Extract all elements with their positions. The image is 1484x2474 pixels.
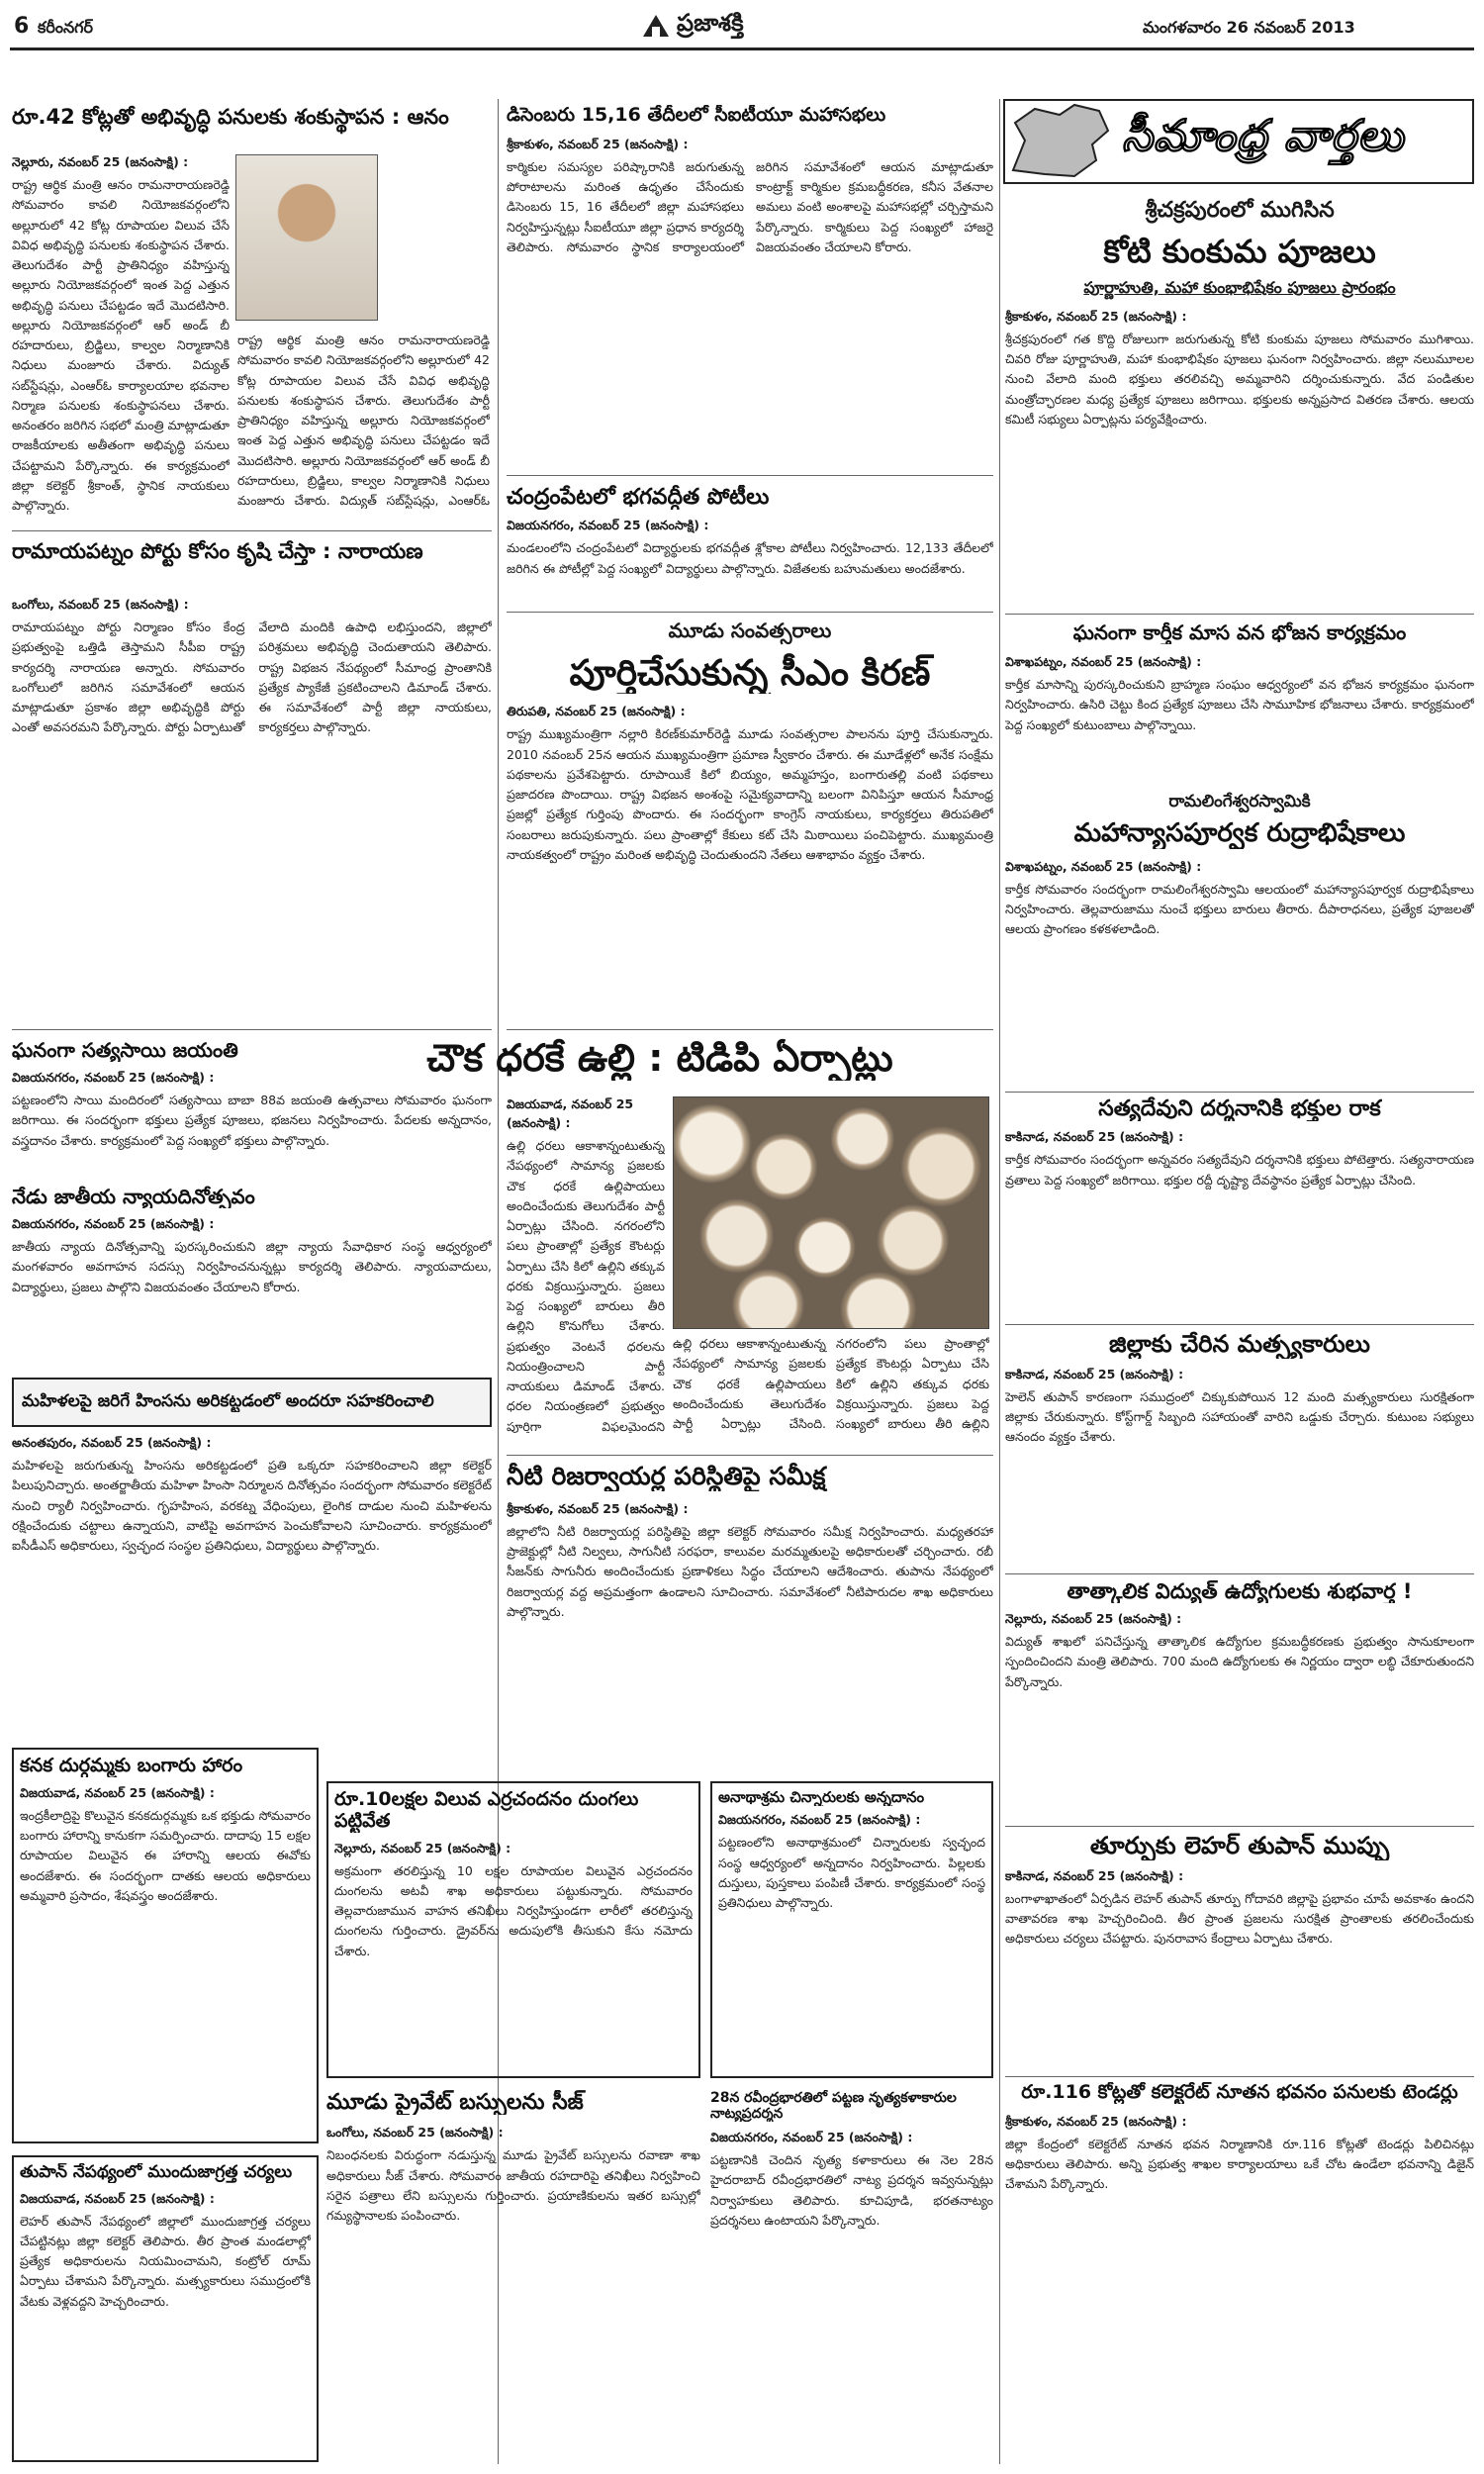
article-body: కార్తీక సోమవారం సందర్భంగా అన్నవరం సత్యదేవుని దర్శనానికి భక్తులు పోటెత్తారు. సత్యనారాయణ వ్రతాలు పెద్ద సంఖ్యలో జరిగాయి. భక్తుల రద్దీ దృష్ట్యా దేవస్థానం ప్రత్యేక ఏర్పాట్లు చేసింది. [1005, 1152, 1474, 1188]
state-map-icon [1005, 101, 1114, 182]
article-cm-kiran [507, 618, 993, 1019]
article-citu [507, 105, 993, 501]
article-power-employees [1005, 1579, 1474, 1817]
article-dateline: శ్రీకాకుళం, నవంబర్ 25 (జనంసాక్షి) : [1005, 308, 1187, 324]
article-body: మహిళలపై జరుగుతున్న హింసను అరికట్టడంలో ప్రతి ఒక్కరూ సహకరించాలని జిల్లా కలెక్టర్ పిలుపునిచ్చారు. అంతర్జాతీయ మహిళా హింసా నిర్మూలన దినోత్సవం సందర్భంగా సోమవారం కలెక్టరేట్ నుంచి ర్యాలీ నిర్వహించారు. గృహహింస, వరకట్న వేధింపులు, లైంగిక దాడుల నుంచి మహిళలను రక్షించేందుకు చట్టాలు ఉన్నాయని, వాటిపై అవగాహన పెంచుకోవాలని సూచించారు. కార్యక్రమంలో ఐసీడీఎస్ అధికారులు, స్వచ్ఛంద సంస్థల ప్రతినిధులు, విద్యార్థులు పాల్గొన్నారు. [12, 1458, 492, 1553]
section-banner-title: సీమాంధ్ర వార్తలు [1122, 111, 1405, 161]
article-body: పట్టణంలోని అనాథాశ్రమంలో చిన్నారులకు స్వచ్ఛంద సంస్థ ఆధ్వర్యంలో అన్నదానం నిర్వహించారు. పిల్లలకు దుస్తులు, పుస్తకాలు పంపిణీ చేశారు. కార్యక్రమంలో సంస్థ ప్రతినిధులు పాల్గొన్నారు. [718, 1835, 985, 1910]
article-headline: డిసెంబరు 15,16 తేదీలలో సీఐటీయూ మహాసభలు [507, 105, 886, 126]
article-dateline: విశాఖపట్నం, నవంబర్ 25 (జనంసాక్షి) : [1005, 858, 1202, 874]
article-port [12, 539, 492, 1004]
article-headline: కనక దుర్గమ్మకు బంగారు హారం [20, 1756, 243, 1776]
article-kumkuma [1005, 198, 1474, 614]
article-dance [710, 2090, 993, 2466]
article-body: రాష్ట్ర ముఖ్యమంత్రిగా నల్లారి కిరణ్‌కుమార్‌రెడ్డి మూడు సంవత్సరాల పాలనను పూర్తి చేసుకున్నారు. 2010 నవంబర్ 25న ఆయన ముఖ్యమంత్రిగా ప్రమాణ స్వీకారం చేశారు. ఈ మూడేళ్లలో అనేక సంక్షేమ పథకాలను ప్రవేశపెట్టారు. రూపాయికే కిలో బియ్యం, అమ్మహస్తం, బంగారుతల్లి వంటి పథకాలు ప్రజాదరణ పొందాయి. రాష్ట్ర విభజన అంశంపై సమైక్యవాదాన్ని బలంగా వినిపిస్తూ ఆయన సీమాంధ్ర ప్రజల్లో ప్రత్యేక గుర్తింపు పొందారు. ఈ సందర్భంగా కాంగ్రెస్ నాయకులు, కార్యకర్తలు తిరుపతిలో సంబరాలు జరుపుకున్నారు. పలు ప్రాంతాల్లో కేకులు కట్ చేసి మిఠాయిలు పంచిపెట్టారు. ముఖ్యమంత్రి నాయకత్వంలో రాష్ట్రం మరింత అభివృద్ధి చెందుతుందని నేతలు ఆశాభావం వ్యక్తం చేశారు. [507, 726, 993, 862]
article-orphanage [710, 1781, 993, 2078]
article-onion [326, 1037, 993, 1453]
article-headline: నీటి రిజర్వాయర్ల పరిస్థితిపై సమీక్ష [507, 1463, 826, 1490]
article-dateline: విజయనగరం, నవంబర్ 25 (జనంసాక్షి) : [507, 518, 709, 533]
article-kicker: మూడు సంవత్సరాలు [668, 618, 832, 642]
article-kicker: శ్రీచక్రపురంలో ముగిసిన [1145, 198, 1335, 223]
article-women-violence [12, 1435, 492, 1732]
article-kicker: రామలింగేశ్వరస్వామికి [1168, 792, 1311, 811]
article-reservoirs [507, 1463, 993, 1760]
article-headline: రూ.10లక్షల విలువ ఎర్రచందనం దుంగలు పట్టివేత [334, 1789, 639, 1832]
article-headline: చంద్రంపేటలో భగవద్గీత పోటీలు [507, 485, 770, 510]
article-dateline: అనంతపురం, నవంబర్ 25 (జనంసాక్షి) : [12, 1435, 212, 1450]
article-headline: రూ.42 కోట్లతో అభివృద్ధి పనులకు శంకుస్థాపన : ఆనం [12, 105, 449, 129]
article-dateline: విశాఖపట్నం, నవంబర్ 25 (జనంసాక్షి) : [1005, 654, 1202, 669]
article-body: జాతీయ న్యాయ దినోత్సవాన్ని పురస్కరించుకుని జిల్లా న్యాయ సేవాధికార సంస్థ ఆధ్వర్యంలో మంగళవారం అవగాహన సదస్సు నిర్వహించనున్నట్లు కార్యదర్శి తెలిపారు. న్యాయవాదులు, విద్యార్థులు, ప్రజలు పాల్గొని విజయవంతం చేయాలని కోరారు. [12, 1239, 492, 1294]
article-dateline: కాకినాడ, నవంబర్ 25 (జనంసాక్షి) : [1005, 1366, 1184, 1381]
article-rudrabhishekam [1005, 792, 1474, 1089]
section-banner [1003, 99, 1474, 184]
article-body: ఉల్లి ధరలు ఆకాశాన్నంటుతున్న నేపథ్యంలో సామాన్య ప్రజలకు చౌక ధరకే ఉల్లిపాయలు అందించేందుకు తెలుగుదేశం పార్టీ ఏర్పాట్లు చేసింది. నగరంలోని పలు ప్రాంతాల్లో ప్రత్యేక కౌంటర్లు ఏర్పాటు చేసి కిలో ఉల్లిని తక్కువ ధరకు విక్రయిస్తున్నారు. ప్రజలు పెద్ద సంఖ్యలో బారులు తీరి ఉల్లిని కొనుగోలు చేశారు. ప్రభుత్వం వెంటనే ధరలను నియంత్రించాలని పార్టీ నాయకులు డిమాండ్ చేశారు. ధరల నియంత్రణలో ప్రభుత్వం పూర్తిగా విఫలమైందని [507, 1138, 665, 1433]
article-body: నిబంధనలకు విరుద్ధంగా నడుస్తున్న మూడు ప్రైవేట్ బస్సులను రవాణా శాఖ అధికారులు సీజ్ చేశారు. సోమవారం జాతీయ రహదారిపై తనిఖీలు నిర్వహించి సరైన పత్రాలు లేని బస్సులను గుర్తించారు. ప్రయాణికులను ఇతర బస్సుల్లో గమ్యస్థానాలకు పంపించారు. [326, 2147, 700, 2224]
divider [12, 1029, 492, 1030]
article-body: శ్రీచక్రపురంలో గత కొద్ది రోజులుగా జరుగుతున్న కోటి కుంకుమ పూజలు సోమవారం ముగిశాయి. చివరి రోజు పూర్ణాహుతి, మహా కుంభాభిషేకం పూజలు ఘనంగా నిర్వహించారు. జిల్లా నలుమూలల నుంచి వేలాది మంది భక్తులు తరలివచ్చి అమ్మవారిని దర్శించుకున్నారు. వేద పండితుల మంత్రోచ్ఛారణల మధ్య ప్రత్యేక పూజలు జరిగాయి. భక్తులకు అన్నప్రసాద వితరణ చేశారు. ఆలయ కమిటీ సభ్యులు ఏర్పాట్లను పర్యవేక్షించారు. [1005, 331, 1474, 427]
article-body: రామాయపట్నం పోర్టు నిర్మాణం కోసం కేంద్ర ప్రభుత్వంపై ఒత్తిడి తెస్తామని సీపీఐ రాష్ట్ర కార్యదర్శి నారాయణ అన్నారు. సోమవారం ఒంగోలులో జరిగిన సమావేశంలో ఆయన మాట్లాడుతూ ప్రకాశం జిల్లా అభివృద్ధికి పోర్టు ఎంతో అవసరమని పేర్కొన్నారు. పోర్టు ఏర్పాటుతో వేలాది మందికి ఉపాధి లభిస్తుందని, జిల్లాలో పరిశ్రమలు అభివృద్ధి చెందుతాయని తెలిపారు. రాష్ట్ర విభజన నేపథ్యంలో సీమాంధ్ర ప్రాంతానికి ప్రత్యేక ప్యాకేజీ ప్రకటించాలని డిమాండ్ చేశారు. ఈ సమావేశంలో పార్టీ జిల్లా నాయకులు, కార్యకర్తలు పాల్గొన్నారు. [12, 619, 492, 735]
article-headline: కోటి కుంకుమ పూజలు [1103, 234, 1376, 270]
article-dateline: నెల్లూరు, నవంబర్ 25 (జనంసాక్షి) : [334, 1840, 511, 1856]
article-lehar-cyclone [1005, 1833, 1474, 2070]
article-body: కార్తీక సోమవారం సందర్భంగా రామలింగేశ్వరస్వామి ఆలయంలో మహాన్యాసపూర్వక రుద్రాభిషేకాలు నిర్వహించారు. తెల్లవారుజాము నుంచే భక్తులు బారులు తీరారు. దీపారాధనలు, ప్రత్యేక పూజలతో ఆలయ ప్రాంగణం కళకళలాడింది. [1005, 881, 1474, 937]
article-collectorate [1005, 2082, 1474, 2463]
article-dateline: విజయనగరం, నవంబర్ 25 (జనంసాక్షి) : [718, 1812, 921, 1828]
article-body: హెలెన్ తుపాన్ కారణంగా సముద్రంలో చిక్కుకుపోయిన 12 మంది మత్స్యకారులు సురక్షితంగా జిల్లాకు చేరుకున్నారు. కోస్ట్‌గార్డ్ సిబ్బంది సహాయంతో వారిని ఒడ్డుకు చేర్చారు. కుటుంబ సభ్యులు ఆనందం వ్యక్తం చేశారు. [1005, 1388, 1474, 1445]
article-cyclone-precautions [12, 2155, 319, 2462]
article-headline: మహాన్యాసపూర్వక రుద్రాభిషేకాలు [1073, 819, 1406, 848]
divider [1005, 1573, 1474, 1574]
article-headline: ఘనంగా సత్యసాయి జయంతి [12, 1039, 238, 1062]
region-label: కరీంనగర్ [38, 18, 94, 37]
masthead [641, 8, 859, 44]
article-headline: మహిళలపై జరిగే హింసను అరికట్టడంలో అందరూ సహకరించాలి [22, 1392, 434, 1412]
article-body: అక్రమంగా తరలిస్తున్న 10 లక్షల రూపాయల విలువైన ఎర్రచందనం దుంగలను అటవీ శాఖ అధికారులు పట్టుకున్నారు. సోమవారం తెల్లవారుజామున వాహన తనిఖీలు నిర్వహిస్తుండగా లారీలో తరలిస్తున్న దుంగలను గుర్తించారు. డ్రైవర్‌ను అదుపులోకి తీసుకుని కేసు నమోదు చేశారు. [334, 1862, 693, 1958]
onion-photo [673, 1096, 989, 1329]
article-subhead: పూర్ణాహుతి, మహా కుంభాభిషేకం పూజలు ప్రారంభం [1083, 277, 1396, 297]
article-body: మండలంలోని చంద్రంపేటలో విద్యార్థులకు భగవద్గీత శ్లోకాల పోటీలు నిర్వహించారు. 12,133 తేదీలలో జరిగిన ఈ పోటీల్లో పెద్ద సంఖ్యలో విద్యార్థులు పాల్గొన్నారు. విజేతలకు బహుమతులు అందజేశారు. [507, 540, 993, 576]
divider [507, 1455, 993, 1456]
article-body: కార్తీక మాసాన్ని పురస్కరించుకుని బ్రాహ్మణ సంఘం ఆధ్వర్యంలో వన భోజన కార్యక్రమం ఘనంగా నిర్వహించారు. ఉసిరి చెట్టు కింద ప్రత్యేక పూజలు చేసి సామూహిక భోజనాలు చేశారు. కార్యక్రమంలో పెద్ద సంఖ్యలో కుటుంబాలు పాల్గొన్నాయి. [1005, 677, 1474, 732]
header-rule [10, 48, 1474, 50]
divider [1005, 1324, 1474, 1325]
divider [507, 612, 993, 613]
article-dateline: కాకినాడ, నవంబర్ 25 (జనంసాక్షి) : [1005, 1867, 1184, 1883]
masthead-title: ప్రజాశక్తి [677, 9, 744, 37]
article-headline: ఘనంగా కార్తీక మాస వన భోజన కార్యక్రమం [1072, 621, 1407, 644]
article-headline: సత్యదేవుని దర్శనానికి భక్తుల రాక [1098, 1096, 1381, 1121]
article-dateline: విజయనగరం, నవంబర్ 25 (జనంసాక్షి) : [12, 1070, 215, 1085]
article-body: కార్మికుల సమస్యల పరిష్కారానికి జరుగుతున్న పోరాటాలను మరింత ఉధృతం చేసేందుకు డిసెంబరు 15, 16 తేదీలలో జిల్లా మహాసభలు నిర్వహిస్తున్నట్లు సీఐటీయూ జిల్లా ప్రధాన కార్యదర్శి తెలిపారు. సోమవారం స్థానిక కార్యాలయంలో జరిగిన సమావేశంలో ఆయన మాట్లాడుతూ కాంట్రాక్ట్ కార్మికుల క్రమబద్ధీకరణ, కనీస వేతనాల అమలు వంటి అంశాలపై మహాసభల్లో చర్చిస్తామని పేర్కొన్నారు. కార్మికులు పెద్ద సంఖ్యలో హాజరై విజయవంతం చేయాలని కోరారు. [507, 158, 993, 254]
article-dateline: తిరుపతి, నవంబర్ 25 (జనంసాక్షి) : [507, 704, 686, 719]
article-body: రాష్ట్ర ఆర్థిక మంత్రి ఆనం రామనారాయణరెడ్డి సోమవారం కావలి నియోజకవర్గంలోని అల్లూరులో 42 కోట్ల రూపాయల విలువ చేసే వివిధ అభివృద్ధి పనులకు శంకుస్థాపన చేశారు. తెలుగుదేశం పార్టీ ప్రాతినిధ్యం వహిస్తున్న అల్లూరు నియోజకవర్గంలో ఇంత పెద్ద ఎత్తున అభివృద్ధి పనులు చేపట్టడం ఇదే మొదటిసారి. అల్లూరు నియోజకవర్గంలో ఆర్ అండ్ బీ రహదారులు, బ్రిడ్జిలు, కాల్వల నిర్మాణానికి నిధులు మంజూరు చేశారు. విద్యుత్ సబ్‌స్టేషన్లు, ఎంఆర్‌ఓ కార్యాలయాల భవనాల నిర్మాణ పనులకు శంకుస్థాపనలు చేశారు. అనంతరం జరిగిన సభలో మంత్రి మాట్లాడుతూ రాజకీయాలకు అతీతంగా అభివృద్ధి పనులు చేపట్టామని పేర్కొన్నారు. ఈ కార్యక్రమంలో జిల్లా కలెక్టర్ శ్రీకాంత్, స్థానిక నాయకులు పాల్గొన్నారు. [12, 177, 230, 513]
article-body: పట్టణంలోని సాయి మందిరంలో సత్యసాయి బాబా 88వ జయంతి ఉత్సవాలు సోమవారం ఘనంగా జరిగాయి. ఈ సందర్భంగా భక్తులు ప్రత్యేక పూజలు, భజనలు నిర్వహించారు. పేదలకు అన్నదానం, వస్త్రదానం చేశారు. కార్యక్రమంలో పెద్ద సంఖ్యలో భక్తులు పాల్గొన్నారు. [12, 1093, 492, 1148]
article-dateline: నెల్లూరు, నవంబర్ 25 (జనంసాక్షి) : [1005, 1611, 1182, 1627]
issue-date: మంగళవారం 26 నవంబర్ 2013 [1143, 18, 1355, 37]
minister-photo [235, 154, 378, 321]
article-headline: 28న రవీంద్రభారతిలో పట్టణ నృత్యకళాకారుల నాట్యప్రదర్శన [710, 2090, 957, 2123]
article-text-a1 [12, 154, 230, 521]
column-divider [999, 99, 1000, 2464]
article-headline: చౌక ధరకే ఉల్లి : టిడిపి ఏర్పాట్లు [426, 1037, 893, 1080]
article-headline: అనాథాశ్రమ చిన్నారులకు అన్నదానం [718, 1789, 925, 1806]
article-dateline: విజయవాడ, నవంబర్ 25 (జనంసాక్షి) : [20, 2190, 215, 2206]
article-body: జిల్లా కేంద్రంలో కలెక్టరేట్ నూతన భవన నిర్మాణానికి రూ.116 కోట్లతో టెండర్లు పిలిచినట్లు అధికారులు తెలిపారు. అన్ని ప్రభుత్వ శాఖల కార్యాలయాలు ఒకే చోట ఉండేలా భవనాన్ని డిజైన్ చేశామని పేర్కొన్నారు. [1005, 2136, 1474, 2192]
article-headline: మూడు ప్రైవేట్ బస్సులను సీజ్ [326, 2090, 584, 2115]
article-gita [507, 485, 993, 594]
article-headline: జిల్లాకు చేరిన మత్స్యకారులు [1109, 1331, 1370, 1358]
divider [12, 530, 492, 531]
page-number: 6 [14, 14, 30, 39]
divider [1005, 1092, 1474, 1093]
article-body: లెహర్ తుపాన్ నేపథ్యంలో జిల్లాలో ముందుజాగ్రత్త చర్యలు చేపట్టినట్లు జిల్లా కలెక్టర్ తెలిపారు. తీర ప్రాంత మండలాల్లో ప్రత్యేక అధికారులను నియమించామని, కంట్రోల్ రూమ్ ఏర్పాటు చేశామని పేర్కొన్నారు. మత్స్యకారులు సముద్రంలోకి వేటకు వెళ్లవద్దని హెచ్చరించారు. [20, 2213, 311, 2309]
article-dateline: శ్రీకాకుళం, నవంబర్ 25 (జనంసాక్షి) : [507, 1500, 689, 1516]
article-red-sanders [326, 1781, 700, 2078]
article-headline: పూర్తిచేసుకున్న సీఎం కిరణ్ [569, 653, 931, 694]
article-body-cont: రాష్ట్ర ఆర్థిక మంత్రి ఆనం రామనారాయణరెడ్డి సోమవారం కావలి నియోజకవర్గంలోని అల్లూరులో 42 కోట్ల రూపాయల విలువ చేసే వివిధ అభివృద్ధి పనులకు శంకుస్థాపన చేశారు. తెలుగుదేశం పార్టీ ప్రాతినిధ్యం వహిస్తున్న అల్లూరు నియోజకవర్గంలో ఇంత పెద్ద ఎత్తున అభివృద్ధి పనులు చేపట్టడం ఇదే మొదటిసారి. అల్లూరు నియోజకవర్గంలో ఆర్ అండ్ బీ రహదారులు, బ్రిడ్జిలు, కాల్వల నిర్మాణానికి నిధులు మంజూరు చేశారు. విద్యుత్ సబ్‌స్టేషన్లు, ఎంఆర్‌ఓ [237, 333, 490, 508]
article-fishermen [1005, 1331, 1474, 1569]
article-body: పట్టణానికి చెందిన నృత్య కళాకారులు ఈ నెల 28న హైదరాబాద్ రవీంద్రభారతిలో నాట్య ప్రదర్శన ఇవ్వనున్నట్లు నిర్వాహకులు తెలిపారు. కూచిపూడి, భరతనాట్యం ప్రదర్శనలు ఉంటాయని పేర్కొన్నారు. [710, 2152, 993, 2228]
article-dateline: కాకినాడ, నవంబర్ 25 (జనంసాక్షి) : [1005, 1129, 1184, 1145]
article-foundation-stone [12, 105, 492, 521]
divider [507, 475, 993, 476]
article-headline: రూ.116 కోట్లతో కలెక్టరేట్ నూతన భవనం పనులకు టెండర్లు [1021, 2082, 1458, 2103]
article-body: విద్యుత్ శాఖలో పనిచేస్తున్న తాత్కాలిక ఉద్యోగుల క్రమబద్ధీకరణకు ప్రభుత్వం సానుకూలంగా స్పందించిందని మంత్రి తెలిపారు. 700 మంది ఉద్యోగులకు ఈ నిర్ణయం ద్వారా లబ్ధి చేకూరుతుందని పేర్కొన్నారు. [1005, 1634, 1474, 1689]
article-body: జిల్లాలోని నీటి రిజర్వాయర్ల పరిస్థితిపై జిల్లా కలెక్టర్ సోమవారం సమీక్ష నిర్వహించారు. మధ్యతరహా ప్రాజెక్టుల్లో నీటి నిల్వలు, సాగునీటి సరఫరా, కాలువల మరమ్మతులపై అధికారులతో చర్చించారు. రబీ సీజన్‌కు సాగునీరు అందించేందుకు ప్రణాళికలు సిద్ధం చేయాలని ఆదేశించారు. తుపాను నేపథ్యంలో రిజర్వాయర్ల వద్ద అప్రమత్తంగా ఉండాలని సూచించారు. సమావేశంలో నీటిపారుదల శాఖ అధికారులు పాల్గొన్నారు. [507, 1523, 993, 1619]
article-vana-bhojanam [1005, 621, 1474, 790]
article-headline: రామాయపట్నం పోర్టు కోసం కృషి చేస్తా : నారాయణ [12, 539, 423, 563]
article-dateline: శ్రీకాకుళం, నవంబర్ 25 (జనంసాక్షి) : [1005, 2113, 1187, 2129]
divider [507, 1029, 993, 1030]
article-body-cont: ఉల్లి ధరలు ఆకాశాన్నంటుతున్న నేపథ్యంలో సామాన్య ప్రజలకు చౌక ధరకే ఉల్లిపాయలు అందించేందుకు తెలుగుదేశం పార్టీ ఏర్పాట్లు చేసింది. నగరంలోని పలు ప్రాంతాల్లో ప్రత్యేక కౌంటర్లు ఏర్పాటు చేసి కిలో ఉల్లిని తక్కువ ధరకు విక్రయిస్తున్నారు. ప్రజలు పెద్ద సంఖ్యలో బారులు తీరి ఉల్లిని [673, 1336, 989, 1431]
article-headline: తూర్పుకు లెహర్ తుపాన్ ముప్పు [1089, 1833, 1390, 1859]
article-dateline: శ్రీకాకుళం, నవంబర్ 25 (జనంసాక్షి) : [507, 136, 689, 151]
article-bus-seize [326, 2090, 700, 2466]
article-dateline: విజయనగరం, నవంబర్ 25 (జనంసాక్షి) : [12, 1216, 215, 1231]
article-body: ఇంద్రకీలాద్రిపై కొలువైన కనకదుర్గమ్మకు ఒక భక్తుడు సోమవారం బంగారు హారాన్ని కానుకగా సమర్పించారు. దాదాపు 15 లక్షల రూపాయల విలువైన ఈ హారాన్ని ఆలయ ఈవోకు అందజేశారు. ఈ సందర్భంగా దాతకు ఆలయ అధికారులు అమ్మవారి ప్రసాదం, శేషవస్త్రం అందజేశారు. [20, 1807, 311, 1903]
article-kanaka-durga [12, 1748, 319, 2143]
article-headline: నేడు జాతీయ న్యాయదినోత్సవం [12, 1186, 255, 1208]
article-dateline: విజయవాడ, నవంబర్ 25 (జనంసాక్షి) : [20, 1784, 215, 1800]
article-dateline: విజయనగరం, నవంబర్ 25 (జనంసాక్షి) : [710, 2130, 913, 2145]
article-dateline: నెల్లూరు, నవంబర్ 25 (జనంసాక్షి) : [12, 154, 189, 169]
article-dateline: ఒంగోలు, నవంబర్ 25 (జనంసాక్షి) : [12, 597, 189, 612]
article-satyadeva [1005, 1096, 1474, 1314]
divider [1005, 1826, 1474, 1827]
article-body: బంగాళాఖాతంలో ఏర్పడిన లెహర్ తుపాన్ తూర్పు గోదావరి జిల్లాపై ప్రభావం చూపే అవకాశం ఉందని వాతావరణ శాఖ హెచ్చరించింది. తీర ప్రాంత ప్రజలను సురక్షిత ప్రాంతాలకు తరలించేందుకు అధికారులు చర్యలు చేపట్టారు. పునరావాస కేంద్రాలు ఏర్పాటు చేశారు. [1005, 1890, 1474, 1947]
article-dateline: ఒంగోలు, నవంబర్ 25 (జనంసాక్షి) : [326, 2125, 504, 2141]
article-headline: తాత్కాలిక విద్యుత్ ఉద్యోగులకు శుభవార్త ! [1067, 1579, 1413, 1603]
divider [1005, 2076, 1474, 2077]
article-headline: తుపాన్ నేపథ్యంలో ముందుజాగ్రత్త చర్యలు [20, 2163, 293, 2182]
masthead-logo-icon [641, 13, 671, 39]
onion-text-left [507, 1096, 665, 1433]
divider [1005, 614, 1474, 615]
article-dateline: విజయవాడ, నవంబర్ 25 (జనంసాక్షి) : [507, 1096, 634, 1130]
